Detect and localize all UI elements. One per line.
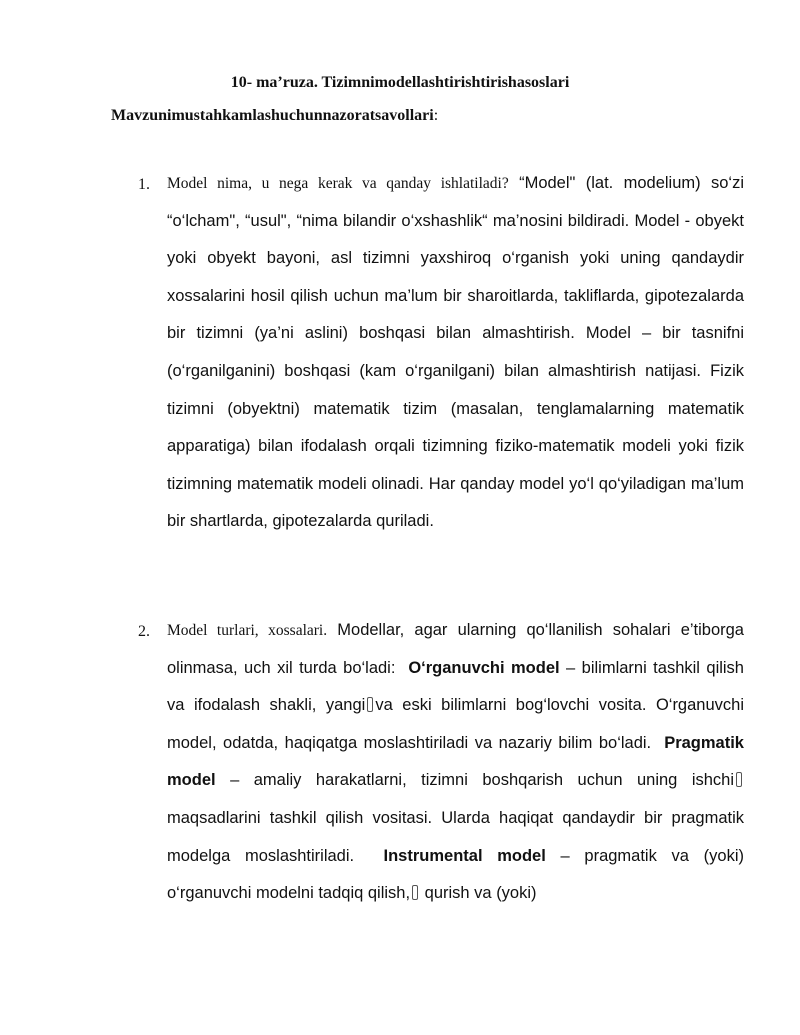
answer-text: Modellar, agar ularning qo‘llanilish sohalari e’tiborga olinmasa, uch xil turda bo‘ladi: [167,621,744,677]
section-heading-text: Mavzunimustahkamlashuchunnazoratsavollari [111,107,434,124]
list-item-number: 2. [138,623,150,640]
lecture-title: 10- ma’ruza. Tizimnimodellashtirishtirishasoslari [230,74,570,91]
missing-glyph-icon [736,772,742,787]
missing-glyph-icon [367,697,373,712]
answer-text: – pragmatik va (yoki) o‘rganuvchi modelni tadqiq qilish, [167,846,744,903]
section-heading-colon: : [433,107,439,124]
answer-text: qurish va (yoki) [424,884,537,903]
term-learning-model: O‘rganuvchi model [408,658,560,677]
section-heading [111,107,438,125]
term-instrumental-model: Instrumental model [383,846,546,865]
question-text: Model nima, u nega kerak va qanday ishlatiladi? [167,175,509,192]
list-item-text [167,612,744,913]
list-item-number: 1. [138,176,150,193]
answer-text: “Model" (lat. modelium) so‘zi “o‘lcham", “usul", “nima bilandir o‘xshashlik“ ma’nosini bildiradi. Model - obyekt yoki obyekt bayoni, asl tizimni yaxshiroq o‘rganish yoki uning qandaydir xossalarini hosil qilish uchun ma’lum bir sharoitlarda, takliflarda, gipotezalarda bir tizimni (ya’ni aslini) boshqasi bilan almashtirish. Model – bir tasnifni (o‘rganilganini) boshqasi (kam o‘rganilgani) bilan almashtirish natijasi. Fizik tizimni (obyektni) matematik tizim (masalan, tenglamalarning matematik apparatiga) bilan ifodalash orqali tizimning fiziko-matematik modeli yoki fizik tizimning matematik modeli olinadi. Har qanday model yo‘l qo‘yiladigan ma’lum bir shartlarda, gipotezalarda quriladi. [167,174,744,531]
answer-text: maqsadlarini tashkil qilish vositasi. Ularda haqiqat qandaydir bir pragmatik modelga moslashtiriladi. [167,808,744,865]
term-pragmatic-model: Pragmatik model [167,733,744,790]
answer-text: va eski bilimlarni bog‘lovchi vosita. O‘rganuvchi model, odatda, haqiqatga moslashtiriladi va nazariy bilim bo‘ladi. [167,696,744,752]
question-text: Model turlari, xossalari. [167,622,328,639]
answer-text: – amaliy harakatlarni, tizimni boshqarish uchun uning ishchi [230,771,734,790]
missing-glyph-icon [412,885,418,900]
list-item-text [167,165,744,541]
answer-text: – bilimlarni tashkil qilish va ifodalash shakli, yangi [167,658,744,715]
